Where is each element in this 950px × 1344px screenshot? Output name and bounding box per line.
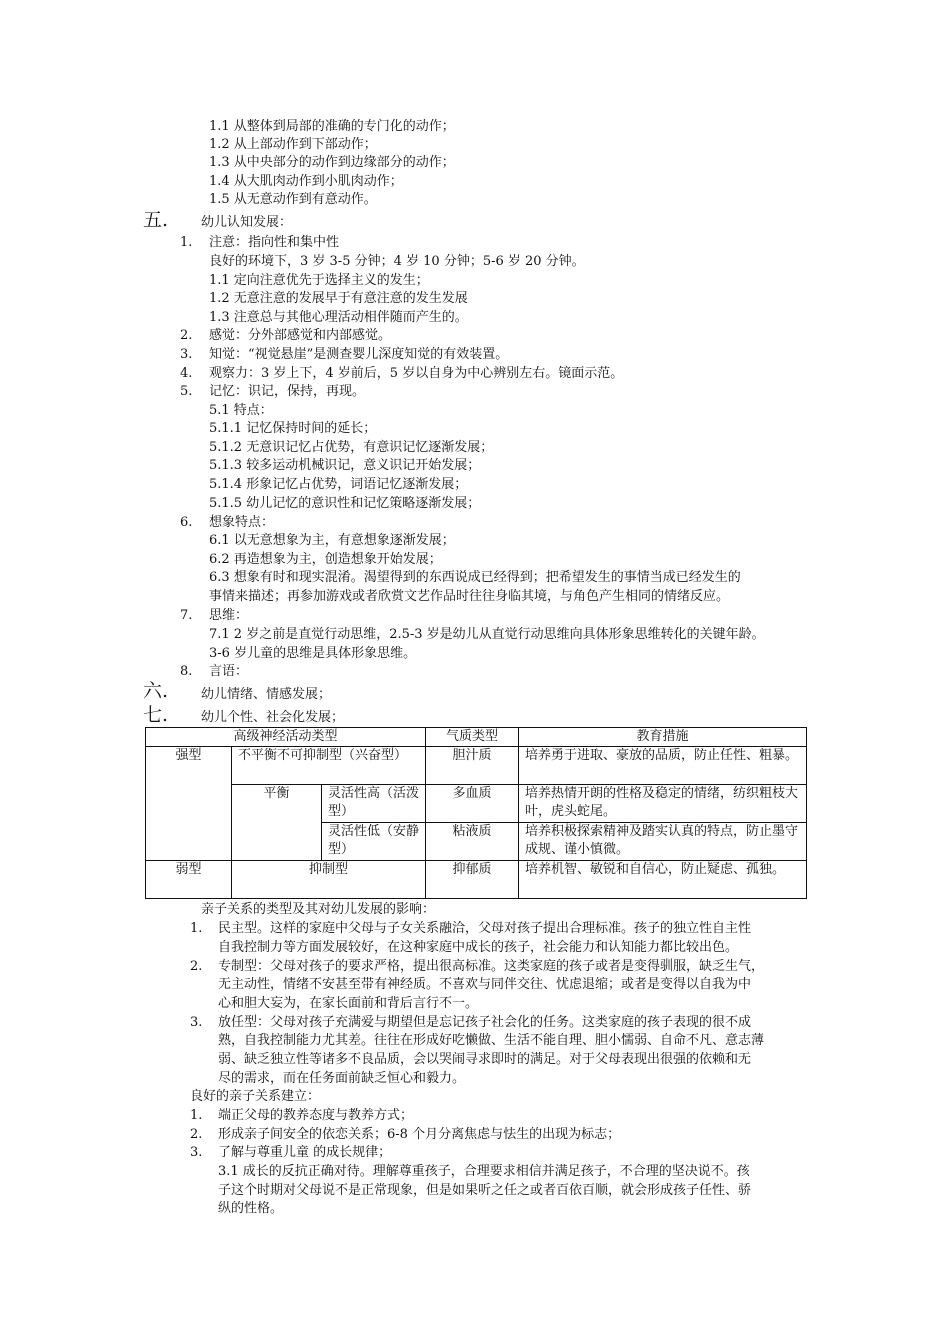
motor-item: 1.3 从中央部分的动作到边缘部分的动作； bbox=[209, 155, 455, 170]
list-item: 感觉：分外部感觉和内部感觉。 bbox=[209, 328, 392, 343]
cell-education: 培养积极探索精神及踏实认真的特点，防止墨守成规、谨小慎微。 bbox=[519, 823, 807, 861]
cell-inhibited: 抑制型 bbox=[232, 861, 426, 899]
list-number: 7. bbox=[180, 608, 193, 623]
motor-item: 1.2 从上部动作到下部动作； bbox=[209, 137, 377, 152]
cell-calm: 灵活性低（安静型） bbox=[322, 823, 426, 861]
header-education: 教育措施 bbox=[519, 728, 807, 747]
list-item: 知觉：“视觉悬崖”是测查婴儿深度知觉的有效装置。 bbox=[209, 347, 509, 362]
list-item: 端正父母的教养态度与教养方式； bbox=[218, 1108, 414, 1123]
section-number: 七. bbox=[143, 704, 169, 726]
list-subitem: 6.2 再造想象为主，创造想象开始发展； bbox=[209, 552, 442, 567]
list-number: 1. bbox=[180, 235, 193, 250]
list-number: 3. bbox=[190, 1015, 203, 1030]
list-subitem-cont: 3-6 岁儿童的思维是具体形象思维。 bbox=[209, 646, 417, 661]
paragraph-line: 子这个时期对父母说不是正常现象，但是如果听之任之或者百依百顺，就会形成孩子任性、骄 bbox=[218, 1183, 752, 1198]
list-number: 2. bbox=[190, 1127, 203, 1142]
list-number: 1. bbox=[190, 1108, 203, 1123]
list-number: 6. bbox=[180, 515, 193, 530]
paragraph-line: 民主型。这样的家庭中父母与子女关系融洽，父母对孩子提出合理标准。孩子的独立性自主性 bbox=[218, 921, 752, 936]
list-item-detail: 良好的环境下，3 岁 3-5 分钟；4 岁 10 分钟；5-6 岁 20 分钟。 bbox=[209, 254, 585, 269]
list-item: 注意：指向性和集中性 bbox=[209, 235, 340, 250]
list-item: 形成亲子间安全的依恋关系；6-8 个月分离焦虑与怯生的出现为标志； bbox=[218, 1127, 621, 1142]
cell-education: 培养热情开朗的性格及稳定的情绪，纺织粗枝大叶，虎头蛇尾。 bbox=[519, 785, 807, 823]
list-item: 言语： bbox=[209, 664, 249, 679]
paragraph-line: 无主动性，情绪不安甚至带有神经质。不喜欢与同伴交往、忧虑退缩；或者是变得以自我为中 bbox=[218, 977, 752, 992]
cell-melancholic: 抑郁质 bbox=[426, 861, 519, 899]
list-subitem-cont: 事情来描述；再参加游戏或者欣赏文艺作品时往往身临其境，与角色产生相同的情绪反应。 bbox=[209, 589, 730, 604]
paragraph-line: 弱、缺乏独立性等诸多不良品质，会以哭闹寻求即时的满足。对于父母表现出很强的依赖和无 bbox=[218, 1052, 752, 1067]
section-title: 幼儿个性、社会化发展； bbox=[201, 710, 345, 725]
cell-sanguine: 多血质 bbox=[426, 785, 519, 823]
list-subitem: 1.1 定向注意优先于选择主义的发生； bbox=[209, 273, 429, 288]
cell-unbalanced: 不平衡不可抑制型（兴奋型） bbox=[232, 747, 426, 785]
list-number: 3. bbox=[190, 1145, 203, 1160]
list-item: 观察力：3 岁上下，4 岁前后，5 岁以自身为中心辨别左右。镜面示范。 bbox=[209, 366, 624, 381]
section-title: 幼儿情绪、情感发展； bbox=[201, 687, 332, 702]
temperament-table bbox=[145, 727, 807, 899]
cell-phlegmatic: 粘液质 bbox=[426, 823, 519, 861]
list-item: 记忆：识记，保持，再现。 bbox=[209, 384, 366, 399]
cell-lively: 灵活性高（活泼型） bbox=[322, 785, 426, 823]
list-item: 想象特点： bbox=[209, 515, 275, 530]
list-subitem: 6.3 想象有时和现实混淆。渴望得到的东西说成已经得到；把希望发生的事情当成已经发生的 bbox=[209, 570, 741, 585]
cell-choleric: 胆汁质 bbox=[426, 747, 519, 785]
list-subitem: 7.1 2 岁之前是直觉行动思维，2.5-3 岁是幼儿从直觉行动思维向具体形象思维转化的关键年龄。 bbox=[209, 627, 765, 642]
list-number: 5. bbox=[180, 384, 193, 399]
list-subitem: 1.3 注意总与其他心理活动相伴随而产生的。 bbox=[209, 310, 468, 325]
table-row bbox=[146, 861, 807, 899]
paragraph-line: 自我控制力等方面发展较好，在这种家庭中成长的孩子，社会能力和认知能力都比较出色。 bbox=[218, 940, 739, 955]
motor-item: 1.4 从大肌肉动作到小肌肉动作； bbox=[209, 174, 403, 189]
section-number: 五. bbox=[143, 209, 169, 231]
paragraph-line: 3.1 成长的反抗正确对待。理解尊重孩子，合理要求相信并满足孩子，不合理的坚决说不。孩 bbox=[218, 1164, 750, 1179]
motor-item: 1.5 从无意动作到有意动作。 bbox=[209, 192, 377, 207]
paragraph-line: 尽的需求，而在任务面前缺乏恒心和毅力。 bbox=[218, 1071, 466, 1086]
subsection-title: 亲子关系的类型及其对幼儿发展的影响： bbox=[201, 902, 436, 917]
paragraph-line: 专制型：父母对孩子的要求严格，提出很高标准。这类家庭的孩子或者是变得驯服，缺乏生气， bbox=[218, 959, 765, 974]
list-item: 思维： bbox=[209, 608, 249, 623]
paragraph-line: 熟，自我控制能力尤其差。往往在形成好吃懒做、生活不能自理、胆小懦弱、自命不凡、意志薄 bbox=[218, 1033, 765, 1048]
table-row bbox=[146, 747, 807, 785]
list-subitem: 5.1.5 幼儿记忆的意识性和记忆策略逐渐发展； bbox=[209, 496, 481, 511]
table-header-row bbox=[146, 728, 807, 747]
list-subitem: 1.2 无意注意的发展早于有意注意的发生发展 bbox=[209, 291, 468, 306]
list-subitem: 5.1.1 记忆保持时间的延长； bbox=[209, 421, 377, 436]
list-number: 1. bbox=[190, 921, 203, 936]
section-number: 六. bbox=[143, 680, 169, 702]
list-item: 了解与尊重儿童 的成长规律； bbox=[218, 1145, 392, 1160]
cell-weak-type: 弱型 bbox=[146, 861, 232, 899]
list-number: 8. bbox=[180, 664, 193, 679]
list-subitem: 5.1.2 无意识记忆占优势，有意识记忆逐渐发展； bbox=[209, 440, 494, 455]
list-subitem: 5.1 特点： bbox=[209, 403, 273, 418]
list-number: 3. bbox=[180, 347, 193, 362]
list-number: 2. bbox=[190, 959, 203, 974]
paragraph-line: 放任型：父母对孩子充满爱与期望但是忘记孩子社会化的任务。这类家庭的孩子表现的很不成 bbox=[218, 1015, 752, 1030]
subsection-title: 良好的亲子关系建立： bbox=[190, 1089, 321, 1104]
cell-education: 培养机智、敏锐和自信心，防止疑虑、孤独。 bbox=[519, 861, 807, 899]
list-subitem: 5.1.3 较多运动机械识记，意义识记开始发展； bbox=[209, 458, 481, 473]
cell-education: 培养勇于进取、豪放的品质，防止任性、粗暴。 bbox=[519, 747, 807, 785]
list-subitem: 5.1.4 形象记忆占优势，词语记忆逐渐发展； bbox=[209, 477, 468, 492]
cell-balanced: 平衡 bbox=[232, 785, 322, 861]
table-row bbox=[146, 785, 807, 823]
list-subitem: 6.1 以无意想象为主，有意想象逐渐发展； bbox=[209, 533, 455, 548]
list-number: 4. bbox=[180, 366, 193, 381]
header-nervous-type: 高级神经活动类型 bbox=[146, 728, 426, 747]
list-number: 2. bbox=[180, 328, 193, 343]
header-temperament: 气质类型 bbox=[426, 728, 519, 747]
cell-strong-type: 强型 bbox=[146, 747, 232, 861]
section-title: 幼儿认知发展： bbox=[201, 215, 293, 230]
paragraph-line: 心和胆大妄为，在家长面前和背后言行不一。 bbox=[218, 996, 479, 1011]
paragraph-line: 纵的性格。 bbox=[218, 1201, 284, 1216]
motor-item: 1.1 从整体到局部的准确的专门化的动作； bbox=[209, 119, 455, 134]
